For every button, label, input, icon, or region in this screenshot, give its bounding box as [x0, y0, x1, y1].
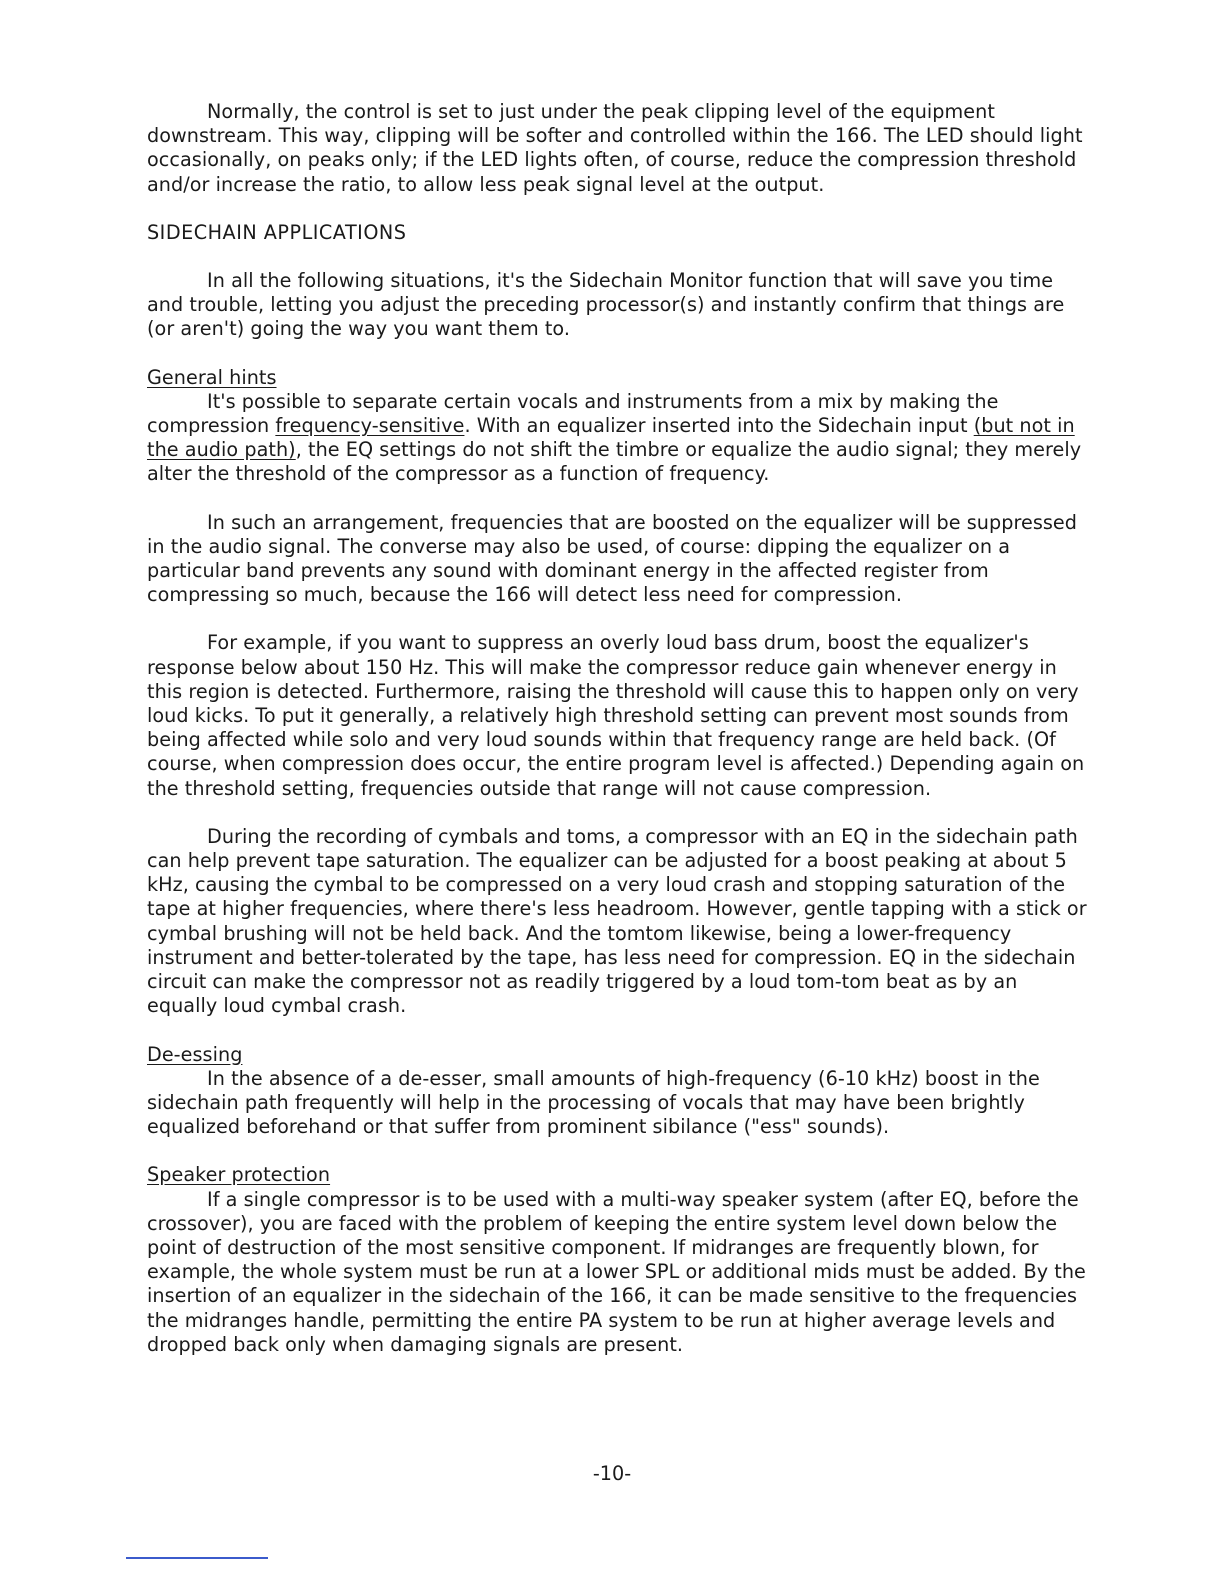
bass-drum-example-paragraph: For example, if you want to suppress an overly loud bass drum, boost the equalizer's response below about 150 Hz. This will make the compressor reduce gain whenever energy in this region is detected. Furthermore, raising the threshold will cause this to happen only on very loud kicks. To put it generally, a relatively high threshold setting can prevent most sounds from being affected while solo and very loud sounds within that frequency range are held back. (Of course, when compression does occur, the entire program level is affected.) Depending again on the threshold setting, frequencies outside that range will not cause compression.	[147, 631, 1085, 800]
document-page	[147, 100, 1087, 1357]
general-hints-text-2: . With an equalizer inserted into the Sidechain input	[464, 414, 974, 438]
subheading-de-essing	[147, 1043, 1087, 1067]
page-number: -10-	[592, 1462, 632, 1485]
subheading-speaker-protection	[147, 1163, 1087, 1187]
scan-underline-mark	[126, 1557, 268, 1559]
sidechain-monitor-paragraph: In all the following situations, it's the Sidechain Monitor function that will save you time and trouble, letting you adjust the preceding processor(s) and instantly confirm that things are (or aren't) going the way you want them to.	[147, 269, 1065, 341]
section-heading-sidechain-applications: SIDECHAIN APPLICATIONS	[147, 220, 407, 244]
de-essing-label: De-essing	[147, 1042, 243, 1066]
general-hints-label: General hints	[147, 365, 277, 389]
intro-paragraph: Normally, the control is set to just under the peak clipping level of the equipment downstream. This way, clipping will be softer and controlled within the 166. The LED should light occasionally, on peaks only; if the LED lights often, of course, reduce the compression threshold and/or increase the ratio, to allow less peak signal level at the output.	[147, 100, 1083, 196]
general-hints-text-1: It's possible to separate certain vocals and instruments from a mix by making the compression	[147, 389, 999, 438]
frequency-sensitive-emphasis: frequency-sensitive	[275, 414, 465, 438]
arrangement-paragraph: In such an arrangement, frequencies that are boosted on the equalizer will be suppressed in the audio signal. The converse may also be used, of course: dipping the equalizer on a particular band prevents any sound with dominant energy in the affected register from compressing so much, because the 166 will detect less need for compression.	[147, 510, 1077, 607]
speaker-protection-paragraph: If a single compressor is to be used with a multi-way speaker system (after EQ, before the crossover), you are faced with the problem of keeping the entire system level down below the point of destruction of the most sensitive component. If midranges are frequently blown, for example, the whole system must be run at a lower SPL or additional mids must be added. By the insertion of an equalizer in the sidechain of the 166, it can be made sensitive to the frequencies the midranges handle, permitting the entire PA system to be run at higher average levels and dropped back only when damaging signals are present.	[147, 1187, 1086, 1356]
speaker-protection-label: Speaker protection	[147, 1163, 331, 1187]
de-essing-paragraph: In the absence of a de-esser, small amounts of high-frequency (6-10 kHz) boost in the sidechain path frequently will help in the processing of vocals that may have been brightly equalized beforehand or that suffer from prominent sibilance ("ess" sounds).	[147, 1066, 1040, 1139]
general-hints-paragraph	[147, 390, 1087, 487]
subheading-general-hints	[147, 366, 1087, 390]
general-hints-text-3: , the EQ settings do not shift the timbre or equalize the audio signal; they merely alter the threshold of the compressor as a function of frequency.	[147, 438, 1082, 486]
cymbals-toms-paragraph: During the recording of cymbals and toms, a compressor with an EQ in the sidechain path can help prevent tape saturation. The equalizer can be adjusted for a boost peaking at about 5 kHz, causing the cymbal to be compressed on a very loud crash and stopping saturation of the tape at higher frequencies, where there's less headroom. However, gentle tapping with a stick or cymbal brushing will not be held back. And the tomtom likewise, being a lower-frequency instrument and better-tolerated by the tape, has less need for compression. EQ in the sidechain circuit can make the compressor not as readily triggered by a loud tom-tom beat as by an equally loud cymbal crash.	[147, 824, 1087, 1018]
audio-path-emphasis: (but not in the audio path)	[147, 414, 1075, 462]
